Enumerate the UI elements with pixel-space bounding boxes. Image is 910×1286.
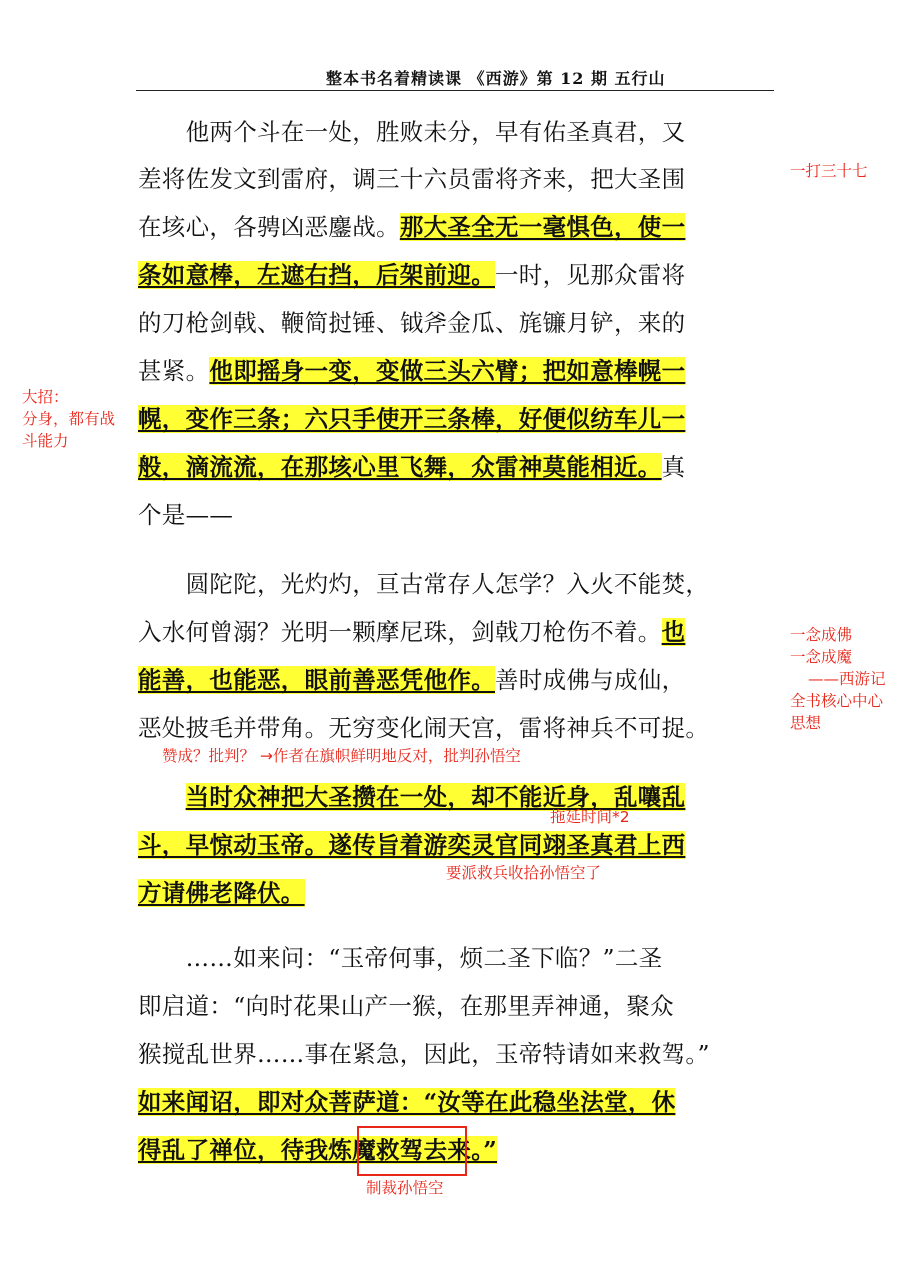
text-line <box>138 987 674 1025</box>
text-line <box>138 208 685 246</box>
text-line <box>138 496 233 534</box>
text-segment: 入水何曾溺？光明一颗摩尼珠，剑戟刀枪伤不着。 <box>138 618 662 646</box>
text-line <box>138 709 709 747</box>
text-line <box>138 113 685 151</box>
text-segment: ……如来问：“玉帝何事，烦二圣下临？”二圣 <box>138 944 663 972</box>
text-segment: 猴搅乱世界……事在紧急，因此，玉帝特请如来救驾。” <box>138 1040 710 1068</box>
annotation-line: 思想 <box>790 714 822 732</box>
highlighted-text: 斗，早惊动玉帝。遂传旨着游奕灵官同翊圣真君上西 <box>138 831 686 859</box>
highlighted-text: 如来闻诏，即对众菩萨道：“汝等在此稳坐法堂，休 <box>138 1088 676 1116</box>
annotation-line: 一念成魔 <box>790 648 853 666</box>
text-segment: 差将佐发文到雷府，调三十六员雷将齐来，把大圣围 <box>138 165 686 193</box>
annotation-buddha-demon <box>790 624 886 734</box>
highlighted-text: 那大圣全无一毫惧色，使一 <box>399 213 686 241</box>
highlighted-text: 他即摇身一变，变做三头六臂；把如意棒幌一 <box>209 357 686 385</box>
text-segment <box>138 783 186 811</box>
text-line <box>138 1083 675 1121</box>
text-line <box>138 661 685 699</box>
highlighted-text: 方请佛老降伏。 <box>138 879 305 907</box>
text-line <box>138 160 685 198</box>
text-segment: 在垓心，各骋凶恶鏖战。 <box>138 213 400 241</box>
annotation-author-stance: 赞成？批判？ →作者在旗帜鲜明地反对，批判孙悟空 <box>162 747 521 765</box>
red-box-highlight <box>357 1126 467 1176</box>
annotation-line: 大招： <box>22 388 69 406</box>
highlighted-text: 幌，变作三条；六只手使开三条棒，好便似纺车儿一 <box>138 405 686 433</box>
text-segment: 即启道：“向时花果山产一猴，在那里弄神通，聚众 <box>138 992 674 1020</box>
text-line <box>138 400 685 438</box>
annotation-ultimate-move <box>22 386 115 452</box>
annotation-line: 全书核心中心 <box>790 692 884 710</box>
text-line <box>138 874 305 912</box>
text-segment: 他两个斗在一处，胜败未分，早有佑圣真君，又 <box>138 118 686 146</box>
text-line <box>138 565 709 603</box>
text-segment: 恶处披毛并带角。无穷变化闹天宫，雷将神兵不可捉。 <box>138 714 710 742</box>
annotation-one-vs-37: 一打三十七 <box>790 162 868 180</box>
text-segment: 的刀枪剑戟、鞭简挝锤、钺斧金瓜、旄镰月铲，来的 <box>138 309 686 337</box>
text-segment: 善时成佛与成仙， <box>495 666 686 694</box>
annotation-delay: 拖延时间*2 <box>550 808 630 826</box>
annotation-line: ——西游记 <box>808 670 886 688</box>
highlighted-text: 般，滴流流，在那垓心里飞舞，众雷神莫能相近。 <box>138 453 662 481</box>
annotation-sanction-wukong: 制裁孙悟空 <box>366 1179 444 1197</box>
text-line <box>138 352 685 390</box>
text-segment: 真 <box>661 453 686 481</box>
annotation-line: 斗能力 <box>22 432 69 450</box>
text-segment: 个是—— <box>138 501 234 529</box>
annotation-line: 一念成佛 <box>790 626 853 644</box>
highlighted-text: 能善，也能恶，眼前善恶凭他作。 <box>138 666 495 694</box>
text-line <box>138 613 685 651</box>
highlighted-text: 当时众神把大圣攒在一处，却不能近身，乱嚷乱 <box>185 783 686 811</box>
text-line <box>138 256 685 294</box>
text-segment: 一时，见那众雷将 <box>495 261 686 289</box>
text-segment: 甚紧。 <box>138 357 210 385</box>
highlighted-text: 也 <box>661 618 686 646</box>
page-header: 整本书名着精读课 《西游》第 12 期 五行山 <box>326 69 666 88</box>
text-line <box>138 1035 710 1073</box>
text-line <box>138 448 685 486</box>
highlighted-text: 条如意棒，左遮右挡，后架前迎。 <box>138 261 495 289</box>
text-segment: 圆陀陀，光灼灼，亘古常存人怎学？入火不能焚， <box>138 570 710 598</box>
header-rule <box>136 90 774 91</box>
text-line <box>138 826 685 864</box>
text-line <box>138 304 685 342</box>
annotation-line: 分身，都有战 <box>22 410 116 428</box>
annotation-send-reinforcements: 要派救兵收拾孙悟空了 <box>446 864 602 882</box>
text-line <box>138 939 662 977</box>
highlighted-text: 得乱了禅位，待我炼魔救驾去来。” <box>138 1136 498 1164</box>
